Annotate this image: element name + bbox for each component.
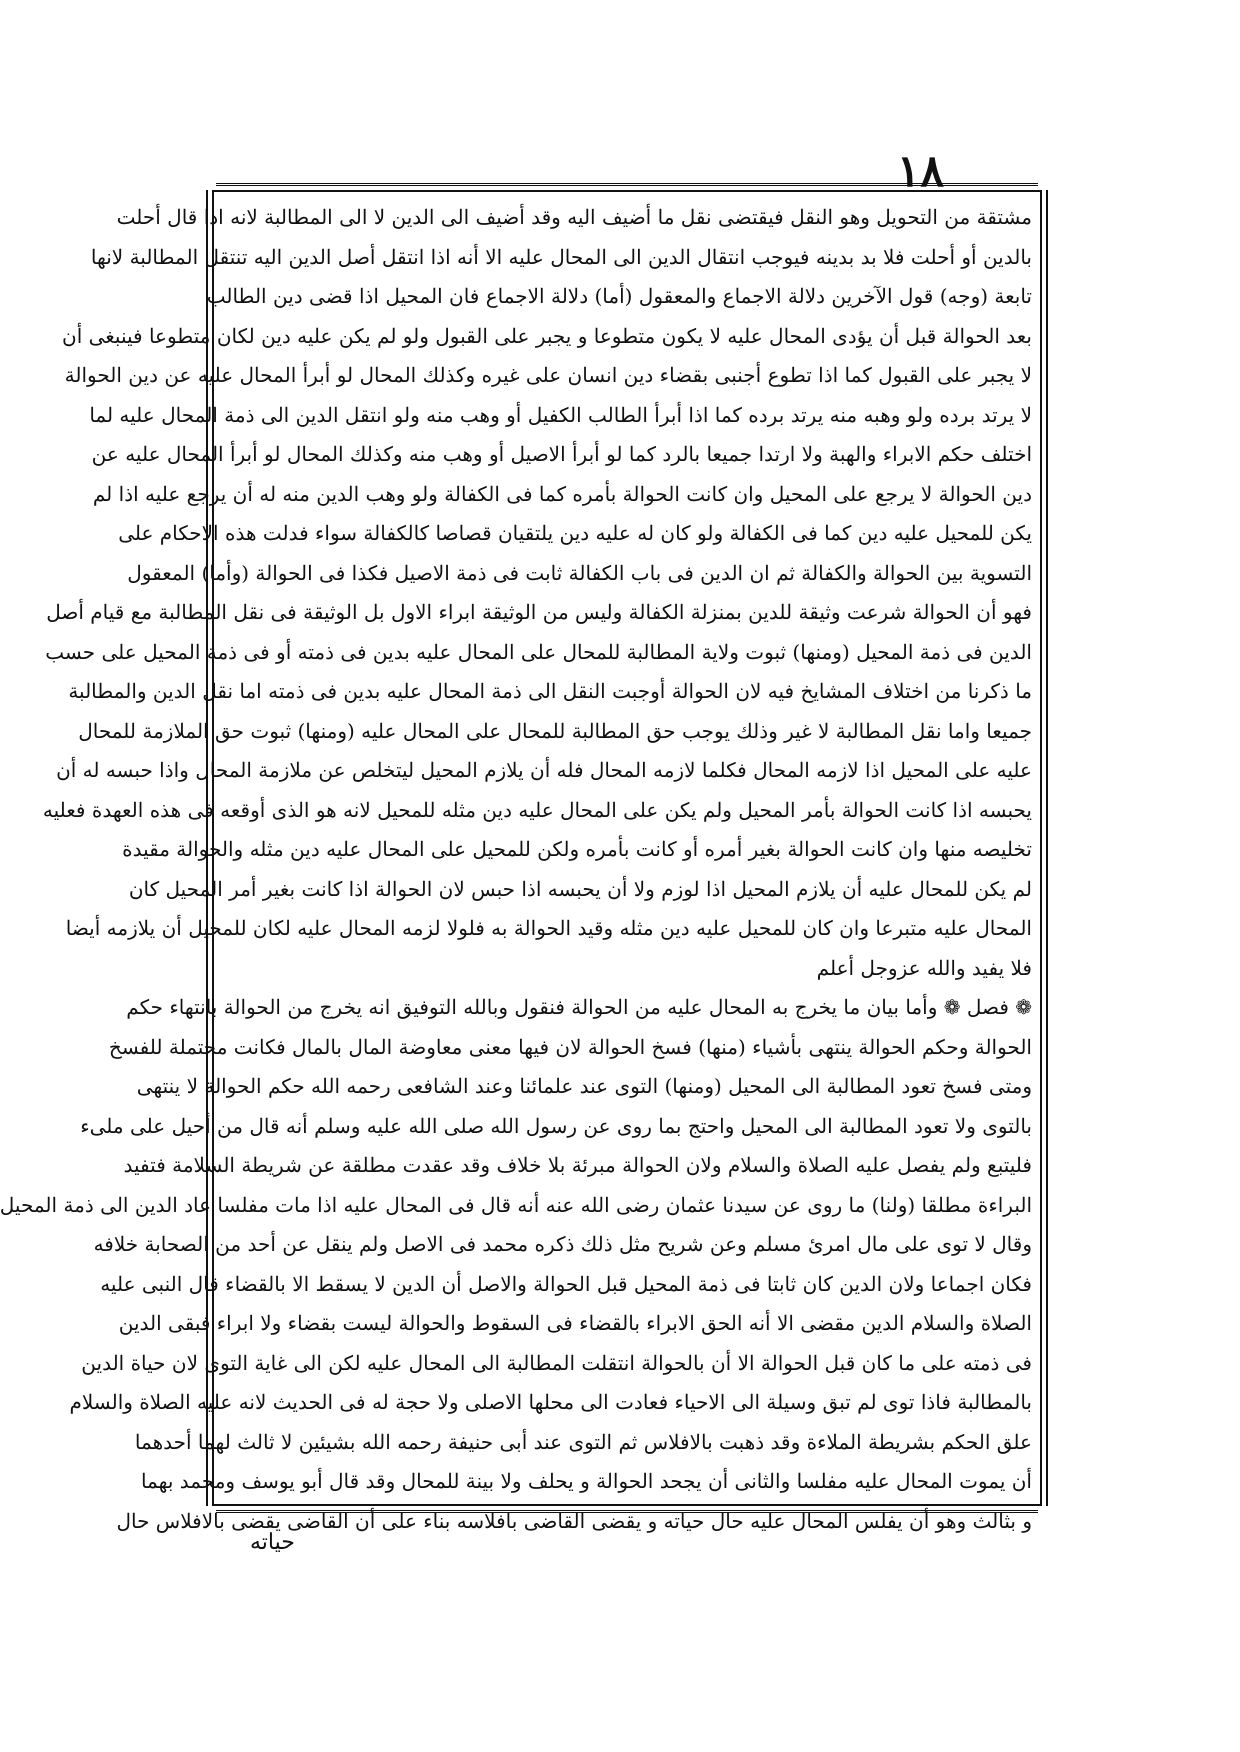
text-line: بالتوى ولا تعود المطالبة الى المحيل واحتج بما روى عن رسول الله صلى الله عليه وسلم أنه قال من أحيل على ملىء [80, 1113, 1032, 1138]
text-line: فى ذمته على ما كان قبل الحوالة الا أن بالحوالة انتقلت المطالبة الى المحال عليه لكن الى غاية التوى لان حياة الدين [81, 1350, 1032, 1375]
text-line: يكن للمحيل عليه دين كما فى الكفالة ولو كان له عليه دين يلتقيان قصاصا كالكفالة سواء فدلت هذه الاحكام على [118, 521, 1032, 545]
page-number: ١٨ [896, 146, 944, 197]
text-line: تخليصه منها وان كانت الحوالة بغير أمره أو كانت بأمره ولكن للمحيل على المحال عليه دين مثله والحوالة مقيدة [122, 837, 1032, 861]
text-line: فهو أن الحوالة شرعت وثيقة للدين بمنزلة الكفالة وليس من الوثيقة ابراء الاول بل الوثيقة فى نقل المطالبة مع قيام أصل [46, 600, 1032, 624]
text-line: بالدين أو أحلت فلا بد بدينه فيوجب انتقال الدين الى المحال عليه الا أنه اذا انتقل أصل الدين اليه تنتقل المطالبة لانها [90, 244, 1032, 269]
text-line: أن يموت المحال عليه مفلسا والثانى أن يجحد الحوالة و يحلف ولا بينة للمحال وقد قال أبو يوسف ومحمد بهما [140, 1469, 1032, 1493]
text-line: البراءة مطلقا (ولنا) ما روى عن سيدنا عثمان رضى الله عنه أنه قال فى المحال عليه اذا مات مفلسا عاد الدين الى ذمة المحيل [0, 1192, 1032, 1217]
text-frame [0, 190, 1042, 1533]
text-line: علق الحكم بشريطة الملاءة وقد ذهبت بالافلاس ثم التوى عند أبى حنيفة رحمه الله بشيئين لا ثالث لهما أحدهما [134, 1429, 1032, 1454]
text-line: لا يجبر على القبول كما اذا تطوع أجنبى بقضاء دين انسان على غيره وكذلك المحال لو أبرأ المحال عليه عن دين الحوالة [64, 363, 1032, 387]
text-line: الصلاة والسلام الدين مقضى الا أنه الحق الابراء بالقضاء فى السقوط والحوالة ليست بقضاء ولا ابراء فبقى الدين [118, 1311, 1032, 1335]
text-line: و بثالث وهو أن يفلس المحال عليه حال حياته و يقضى القاضى بافلاسه بناء على أن القاضى يقضى بالافلاس حال [116, 1508, 1032, 1533]
text-line: بالمطالبة فاذا توى لم تبق وسيلة الى الاحياء فعادت الى محلها الاصلى ولا حجة له فى الحديث لانه عليه الصلاة والسلام [69, 1390, 1032, 1414]
text-line: مشتقة من التحويل وهو النقل فيقتضى نقل ما أضيف اليه وقد أضيف الى الدين لا الى المطالبة لانه اذا قال أحلت [116, 205, 1032, 229]
text-line: فليتبع ولم يفصل عليه الصلاة والسلام ولان الحوالة مبرئة بلا خلاف وقد عقدت مطلقة عن شريطة السلامة فتفيد [123, 1153, 1032, 1177]
text-line: ما ذكرنا من اختلاف المشايخ فيه لان الحوالة أوجبت النقل الى ذمة المحال عليه بدين فى ذمته اما نقل الدين والمطالبة [68, 679, 1032, 703]
text-line: دين الحوالة لا يرجع على المحيل وان كانت الحوالة بأمره كما فى الكفالة ولو وهب الدين منه له أن يرجع عليه اذا لم [92, 481, 1032, 506]
text-line: عليه على المحيل اذا لازمه المحال فكلما لازمه المحال فله أن يلازم المحيل ليتخلص عن ملازمة المحال واذا حبسه له أن [56, 758, 1032, 782]
text-line: الحوالة وحكم الحوالة ينتهى بأشياء (منها) فسخ الحوالة لان فيها معنى معاوضة المال بالمال فكانت محتملة للفسخ [108, 1034, 1032, 1059]
catchword: حياته [250, 1530, 295, 1555]
text-line: فكان اجماعا ولان الدين كان ثابتا فى ذمة المحيل قبل الحوالة والاصل أن الدين لا يسقط الا بالقضاء قال النبى عليه [100, 1271, 1032, 1296]
paragraph-end-line: فلا يفيد والله عزوجل أعلم [816, 955, 1032, 980]
text-line: الدين فى ذمة المحيل (ومنها) ثبوت ولاية المطالبة للمحال على المحال عليه بدين فى ذمته أو فى ذمة المحيل على حسب [45, 639, 1032, 664]
text-line: جميعا واما نقل المطالبة لا غير وذلك يوجب حق المطالبة للمحال على المحال عليه (ومنها) ثبوت حق الملازمة للمحال [78, 718, 1032, 743]
text-line: يحبسه اذا كانت الحوالة بأمر المحيل ولم يكن على المحال عليه دين مثله للمحيل لانه هو الذى أوقعه فى هذه العهدة فعليه [42, 797, 1032, 822]
text-line: لا يرتد برده ولو وهبه منه يرتد برده كما اذا أبرأ الطالب الكفيل أو وهب منه ولو انتقل الدين الى ذمة المحال عليه لما [89, 402, 1032, 427]
text-line: لم يكن للمحال عليه أن يلازم المحيل اذا لوزم ولا أن يحبسه اذا حبس لان الحوالة اذا كانت بغير أمر المحيل كان [128, 876, 1032, 901]
text-line: تابعة (وجه) قول الآخرين دلالة الاجماع والمعقول (أما) دلالة الاجماع فان المحيل اذا قضى دين الطالب [206, 284, 1032, 308]
text-line: اختلف حكم الابراء والهبة ولا ارتدا جميعا بالرد كما لو أبرأ الاصيل أو وهب منه وكذلك المحال لو أبرأ المحال عليه عن [91, 442, 1032, 466]
text-block [0, 198, 1032, 1533]
section-heading-line: ❁ فصل ❁ وأما بيان ما يخرج به المحال عليه من الحوالة فنقول وبالله التوفيق انه يخرج من الحوالة بانتهاء حكم [126, 995, 1032, 1019]
text-line: ومتى فسخ تعود المطالبة الى المحيل (ومنها) التوى عند علمائنا وعند الشافعى رحمه الله حكم الحوالة لا ينتهى [136, 1074, 1032, 1098]
text-line: المحال عليه متبرعا وان كان للمحيل عليه دين مثله وقيد الحوالة به فلولا لزمه المحال عليه لكان للمحيل أن يلازمه أيضا [65, 916, 1032, 940]
text-line: بعد الحوالة قبل أن يؤدى المحال عليه لا يكون متطوعا و يجبر على القبول ولو لم يكن عليه دين لكان متطوعا فينبغى أن [62, 323, 1032, 348]
frame-border-right [1046, 190, 1048, 1506]
text-line: وقال لا توى على مال امرئ مسلم وعن شريح مثل ذلك ذكره محمد فى الاصل ولم ينقل عن أحد من الصحابة خلافه [93, 1232, 1032, 1256]
text-line: التسوية بين الحوالة والكفالة ثم ان الدين فى باب الكفالة ثابت فى ذمة الاصيل فكذا فى الحوالة (وأما) المعقول [127, 560, 1032, 585]
